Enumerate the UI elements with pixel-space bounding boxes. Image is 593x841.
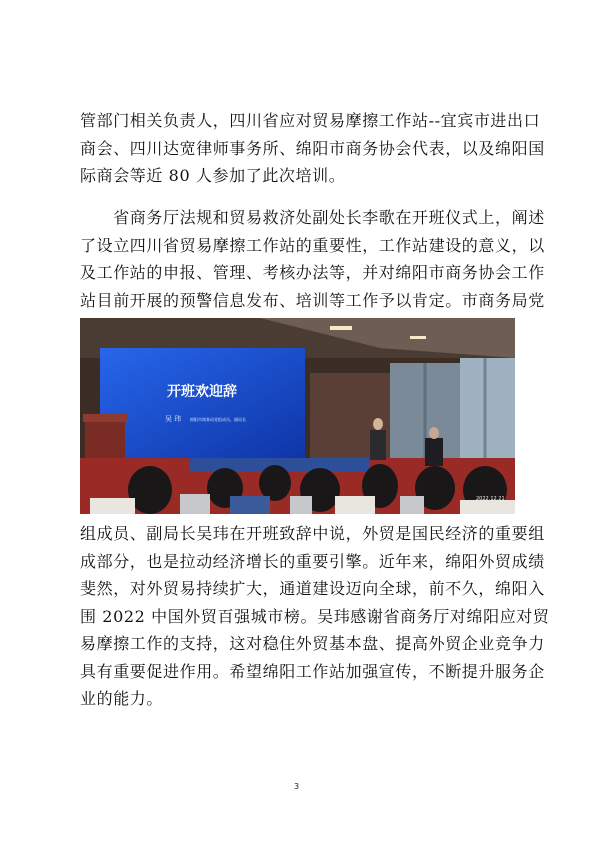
text-line: 具有重要促进作用。希望绵阳工作站加强宣传，不断提升服务企 — [80, 661, 545, 681]
speaker-title: 绵阳市商务局党组成员、副局长 — [190, 417, 246, 422]
paragraph-3 — [80, 520, 550, 713]
text-line: 了设立四川省贸易摩擦工作站的重要性，工作站建设的意义，以 — [80, 235, 545, 255]
paragraph-1 — [80, 107, 545, 190]
text-line: 成部分，也是拉动经济增长的重要引擎。近年来，绵阳外贸成绩 — [80, 551, 545, 571]
text-line: 业的能力。 — [80, 689, 164, 708]
text-line: 斐然，对外贸易持续扩大，通道建设迈向全球，前不久，绵阳入 — [80, 579, 545, 598]
photo-timestamp: 2022.12.21 — [476, 496, 505, 502]
text-line: 管部门相关负责人，四川省应对贸易摩擦工作站--宜宾市进出口 — [80, 111, 541, 130]
text-line: 省商务厅法规和贸易救济处副处长李歌在开班仪式上，阐述 — [80, 208, 545, 227]
speaker-name: 吴 玮 — [165, 415, 182, 423]
text-line: 围 2022 中国外贸百强城市榜。吴玮感谢省商务厅对绵阳应对贸 — [80, 606, 550, 626]
paragraph-2 — [80, 204, 545, 314]
screen-title: 开班欢迎辞 — [167, 384, 237, 400]
meeting-photo — [80, 318, 515, 514]
text-line: 商会、四川达宽律师事务所、绵阳市商务协会代表，以及绵阳国 — [80, 138, 545, 158]
text-line: 易摩擦工作的支持，这对稳住外贸基本盘、提高外贸企业竞争力 — [80, 634, 545, 653]
text-line: 际商会等近 80 人参加了此次培训。 — [80, 166, 346, 185]
text-line: 站目前开展的预警信息发布、培训等工作予以肯定。市商务局党 — [80, 290, 545, 310]
text-line: 及工作站的申报、管理、考核办法等，并对绵阳市商务协会工作 — [80, 263, 545, 282]
text-line: 组成员、副局长吴玮在开班致辞中说，外贸是国民经济的重要组 — [80, 524, 545, 543]
page-number: 3 — [293, 782, 300, 791]
